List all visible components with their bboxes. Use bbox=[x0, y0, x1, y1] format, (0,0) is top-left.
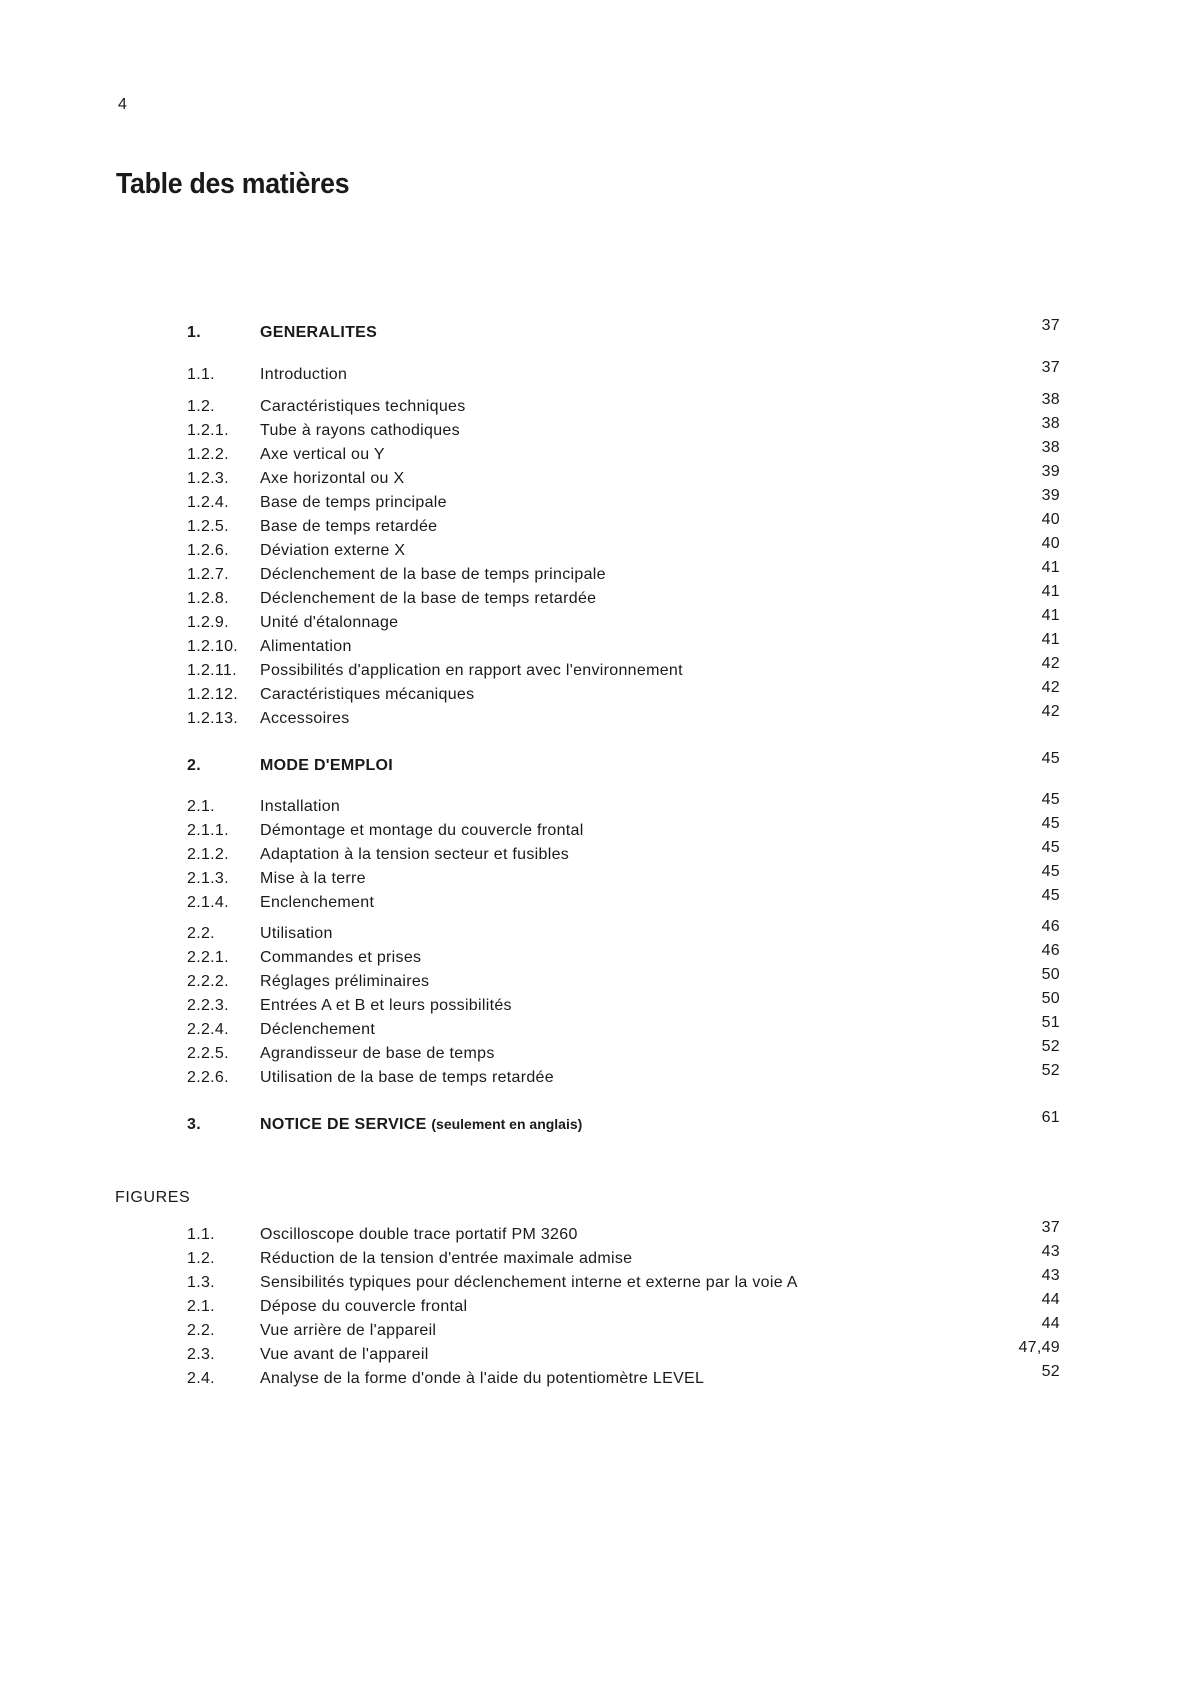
figure-page: 43 bbox=[1041, 1243, 1060, 1260]
toc-label: Caractéristiques mécaniques bbox=[260, 686, 475, 703]
figure-entry bbox=[0, 1291, 1190, 1320]
toc-entry bbox=[0, 679, 1190, 708]
toc-page: 38 bbox=[1041, 439, 1060, 456]
toc-number: 1.2.6. bbox=[187, 542, 229, 559]
toc-page: 50 bbox=[1041, 966, 1060, 983]
toc-page: 41 bbox=[1041, 583, 1060, 600]
toc-label: Unité d'étalonnage bbox=[260, 614, 399, 631]
toc-label: Base de temps principale bbox=[260, 494, 447, 511]
figure-entry bbox=[0, 1219, 1190, 1248]
figure-page: 43 bbox=[1041, 1267, 1060, 1284]
toc-page: 39 bbox=[1041, 463, 1060, 480]
toc-entry bbox=[0, 535, 1190, 564]
toc-label: Entrées A et B et leurs possibilités bbox=[260, 997, 512, 1014]
toc-page: 37 bbox=[1041, 359, 1060, 376]
toc-page: 42 bbox=[1041, 679, 1060, 696]
toc-label: Adaptation à la tension secteur et fusibles bbox=[260, 846, 570, 863]
toc-number: 2.1.1. bbox=[187, 822, 229, 839]
toc-number: 1.2.10. bbox=[187, 638, 239, 655]
toc-number: 1.2.13. bbox=[187, 710, 239, 727]
toc-entry bbox=[0, 415, 1190, 444]
toc-number: 2.1.4. bbox=[187, 894, 229, 911]
toc-label: Déclenchement bbox=[260, 1021, 376, 1038]
toc-number: 1.2.5. bbox=[187, 518, 229, 535]
toc-page: 46 bbox=[1041, 918, 1060, 935]
toc-label: Utilisation bbox=[260, 925, 333, 942]
toc-entry bbox=[0, 359, 1190, 388]
toc-entry bbox=[0, 655, 1190, 684]
figure-number: 1.3. bbox=[187, 1274, 215, 1291]
toc-label: Réglages préliminaires bbox=[260, 973, 430, 990]
toc-label: Caractéristiques techniques bbox=[260, 398, 466, 415]
toc-label: Introduction bbox=[260, 366, 348, 383]
toc-entry bbox=[0, 1038, 1190, 1067]
toc-number: 1.2.12. bbox=[187, 686, 239, 703]
page-number: 4 bbox=[118, 96, 127, 113]
toc-label: Déviation externe X bbox=[260, 542, 406, 559]
figure-page: 47,49 bbox=[1018, 1339, 1060, 1356]
toc-entry bbox=[0, 918, 1190, 947]
figure-page: 44 bbox=[1041, 1291, 1060, 1308]
figure-label: Réduction de la tension d'entrée maximale admise bbox=[260, 1250, 633, 1267]
toc-label: Commandes et prises bbox=[260, 949, 422, 966]
toc-entry bbox=[0, 583, 1190, 612]
toc-number: 2.2. bbox=[187, 925, 215, 942]
toc-section-3 bbox=[0, 1109, 1190, 1138]
page-title: Table des matières bbox=[116, 168, 350, 200]
toc-page: 50 bbox=[1041, 990, 1060, 1007]
toc-entry bbox=[0, 791, 1190, 820]
figure-number: 1.1. bbox=[187, 1226, 215, 1243]
toc-number: 2.1.2. bbox=[187, 846, 229, 863]
toc-entry bbox=[0, 463, 1190, 492]
toc-label: Utilisation de la base de temps retardée bbox=[260, 1069, 554, 1086]
toc-entry bbox=[0, 439, 1190, 468]
figure-entry bbox=[0, 1243, 1190, 1272]
toc-label: GENERALITES bbox=[260, 324, 378, 341]
figure-number: 1.2. bbox=[187, 1250, 215, 1267]
toc-entry bbox=[0, 511, 1190, 540]
toc-page: 39 bbox=[1041, 487, 1060, 504]
toc-page: 41 bbox=[1041, 607, 1060, 624]
toc-entry bbox=[0, 487, 1190, 516]
toc-label: Base de temps retardée bbox=[260, 518, 438, 535]
toc-number: 1.2.7. bbox=[187, 566, 229, 583]
toc-number: 2. bbox=[187, 757, 201, 774]
toc-label: Agrandisseur de base de temps bbox=[260, 1045, 495, 1062]
toc-page: 61 bbox=[1041, 1109, 1060, 1126]
toc-page: 45 bbox=[1041, 750, 1060, 767]
toc-number: 1.2.11. bbox=[187, 662, 237, 679]
figure-label: Dépose du couvercle frontal bbox=[260, 1298, 468, 1315]
toc-entry bbox=[0, 863, 1190, 892]
figure-number: 2.4. bbox=[187, 1370, 215, 1387]
toc-entry bbox=[0, 942, 1190, 971]
toc-entry bbox=[0, 391, 1190, 420]
toc-number: 2.2.6. bbox=[187, 1069, 229, 1086]
toc-number: 1.1. bbox=[187, 366, 215, 383]
figure-page: 37 bbox=[1041, 1219, 1060, 1236]
toc-number: 2.2.4. bbox=[187, 1021, 229, 1038]
toc-label-note: (seulement en anglais) bbox=[431, 1116, 583, 1132]
toc-page: 38 bbox=[1041, 391, 1060, 408]
figure-label: Vue avant de l'appareil bbox=[260, 1346, 429, 1363]
toc-number: 1.2.4. bbox=[187, 494, 229, 511]
toc-entry bbox=[0, 887, 1190, 916]
figure-entry bbox=[0, 1363, 1190, 1392]
toc-page: 52 bbox=[1041, 1038, 1060, 1055]
toc-section-1 bbox=[0, 317, 1190, 346]
figure-number: 2.2. bbox=[187, 1322, 215, 1339]
figure-number: 2.3. bbox=[187, 1346, 215, 1363]
toc-page: 45 bbox=[1041, 791, 1060, 808]
toc-number: 2.1. bbox=[187, 798, 215, 815]
toc-label: Possibilités d'application en rapport avec l'environnement bbox=[260, 662, 683, 679]
toc-label: Axe horizontal ou X bbox=[260, 470, 405, 487]
toc-label: Enclenchement bbox=[260, 894, 375, 911]
toc-number: 1.2.3. bbox=[187, 470, 229, 487]
toc-page: 45 bbox=[1041, 887, 1060, 904]
toc-number: 1. bbox=[187, 324, 201, 341]
toc-label: Installation bbox=[260, 798, 341, 815]
toc-entry bbox=[0, 966, 1190, 995]
toc-number: 2.2.1. bbox=[187, 949, 229, 966]
toc-number: 3. bbox=[187, 1116, 201, 1133]
toc-entry bbox=[0, 631, 1190, 660]
toc-label-main: NOTICE DE SERVICE bbox=[260, 1116, 427, 1133]
toc-page: 38 bbox=[1041, 415, 1060, 432]
toc-entry bbox=[0, 607, 1190, 636]
toc-page: 37 bbox=[1041, 317, 1060, 334]
toc-page: 51 bbox=[1041, 1014, 1060, 1031]
toc-number: 1.2.9. bbox=[187, 614, 229, 631]
figure-entry bbox=[0, 1267, 1190, 1296]
figure-entry bbox=[0, 1315, 1190, 1344]
toc-page: 45 bbox=[1041, 863, 1060, 880]
toc-label bbox=[260, 1116, 582, 1134]
toc-page: 45 bbox=[1041, 815, 1060, 832]
figure-number: 2.1. bbox=[187, 1298, 215, 1315]
figure-label: Analyse de la forme d'onde à l'aide du potentiomètre LEVEL bbox=[260, 1370, 705, 1387]
toc-page: 45 bbox=[1041, 839, 1060, 856]
toc-label: Alimentation bbox=[260, 638, 352, 655]
toc-entry bbox=[0, 703, 1190, 732]
toc-label: Accessoires bbox=[260, 710, 350, 727]
toc-label: Démontage et montage du couvercle frontal bbox=[260, 822, 584, 839]
figure-label: Sensibilités typiques pour déclenchement interne et externe par la voie A bbox=[260, 1274, 798, 1291]
toc-label: Axe vertical ou Y bbox=[260, 446, 385, 463]
toc-label: Tube à rayons cathodiques bbox=[260, 422, 460, 439]
toc-number: 1.2.8. bbox=[187, 590, 229, 607]
toc-page: 41 bbox=[1041, 631, 1060, 648]
figure-entry bbox=[0, 1339, 1190, 1368]
toc-entry bbox=[0, 1062, 1190, 1091]
figure-page: 52 bbox=[1041, 1363, 1060, 1380]
toc-label: Déclenchement de la base de temps retardée bbox=[260, 590, 597, 607]
toc-page: 40 bbox=[1041, 535, 1060, 552]
toc-page: 52 bbox=[1041, 1062, 1060, 1079]
toc-number: 1.2. bbox=[187, 398, 215, 415]
toc-number: 2.1.3. bbox=[187, 870, 229, 887]
toc-page: 41 bbox=[1041, 559, 1060, 576]
toc-page: 42 bbox=[1041, 655, 1060, 672]
toc-entry bbox=[0, 990, 1190, 1019]
toc-label: Mise à la terre bbox=[260, 870, 366, 887]
toc-section-2 bbox=[0, 750, 1190, 779]
toc-number: 2.2.5. bbox=[187, 1045, 229, 1062]
toc-entry bbox=[0, 1014, 1190, 1043]
toc-label: Déclenchement de la base de temps principale bbox=[260, 566, 606, 583]
figure-page: 44 bbox=[1041, 1315, 1060, 1332]
toc-number: 1.2.2. bbox=[187, 446, 229, 463]
toc-page: 42 bbox=[1041, 703, 1060, 720]
figures-heading: FIGURES bbox=[115, 1189, 191, 1206]
toc-entry bbox=[0, 559, 1190, 588]
toc-page: 40 bbox=[1041, 511, 1060, 528]
figure-label: Vue arrière de l'appareil bbox=[260, 1322, 437, 1339]
figure-label: Oscilloscope double trace portatif PM 3260 bbox=[260, 1226, 578, 1243]
toc-label: MODE D'EMPLOI bbox=[260, 757, 394, 774]
toc-page: 46 bbox=[1041, 942, 1060, 959]
toc-entry bbox=[0, 839, 1190, 868]
toc-entry bbox=[0, 815, 1190, 844]
toc-number: 2.2.2. bbox=[187, 973, 229, 990]
toc-number: 1.2.1. bbox=[187, 422, 229, 439]
toc-number: 2.2.3. bbox=[187, 997, 229, 1014]
